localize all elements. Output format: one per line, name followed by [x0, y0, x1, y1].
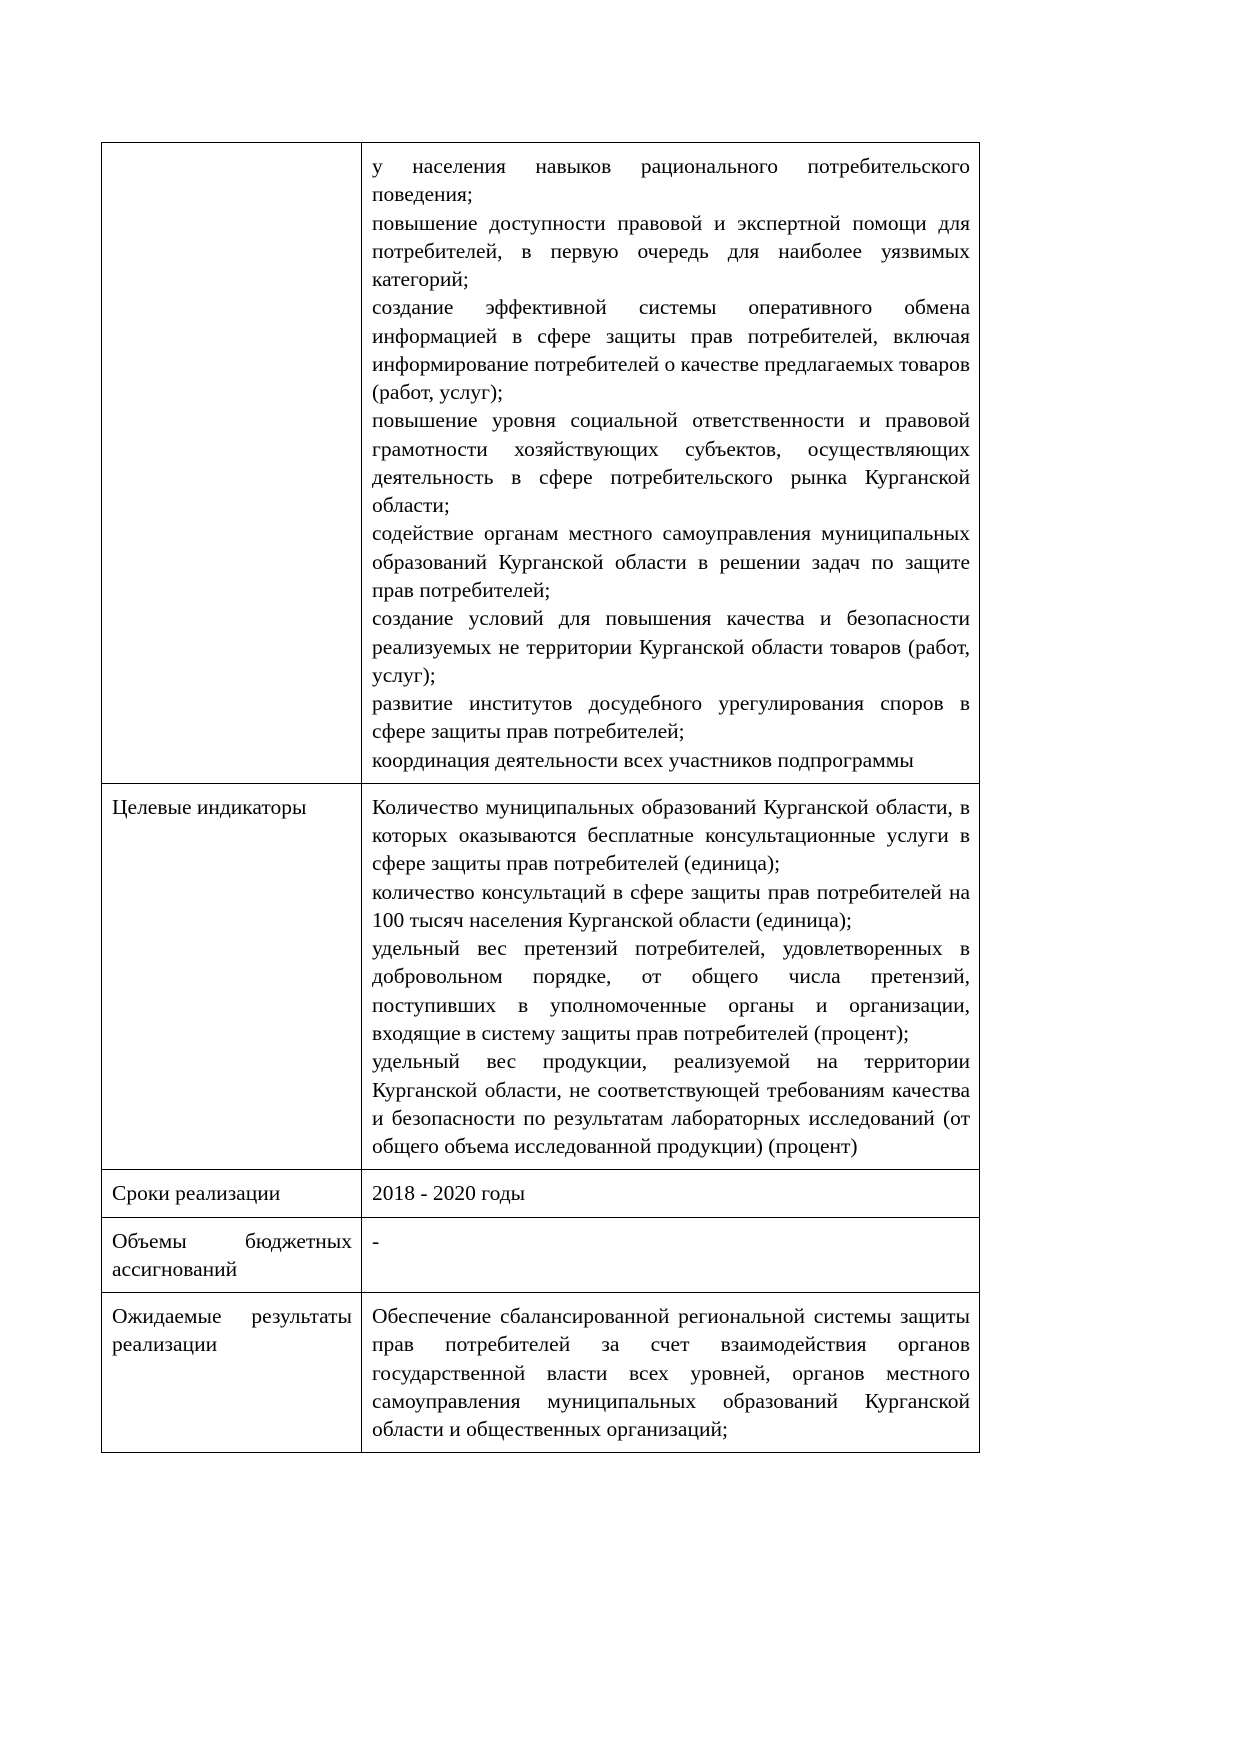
row-value-cell-target-indicators — [362, 783, 980, 1169]
value-paragraph: повышение доступности правовой и экспертной помощи для потребителей, в первую очередь для наиболее уязвимых категорий; — [372, 210, 970, 292]
value-paragraph: удельный вес продукции, реализуемой на территории Курганской области, не соответствующей требованиям качества и безопасности по результатам лабораторных исследований (от общего объема исследованной продукции) (процент) — [372, 1049, 970, 1159]
table-row — [102, 1170, 980, 1217]
table-row — [102, 1293, 980, 1453]
row-value-cell-expected-results — [362, 1293, 980, 1453]
table-row — [102, 143, 980, 784]
value-paragraph: повышение уровня социальной ответственности и правовой грамотности хозяйствующих субъектов, осуществляющих деятельность в сфере потребительского рынка Курганской области; — [372, 408, 970, 518]
value-paragraph: координация деятельности всех участников подпрограммы — [372, 747, 914, 772]
row-value-cell-budget-allocations — [362, 1217, 980, 1293]
row-label-cell-continuation — [102, 143, 362, 784]
row-label: Ожидаемые результаты реализации — [112, 1304, 352, 1357]
row-value-cell-implementation-period — [362, 1170, 980, 1217]
value-paragraph: количество консультаций в сфере защиты прав потребителей на 100 тысяч населения Курганской области (единица); — [372, 879, 970, 932]
value-paragraph: создание эффективной системы оперативного обмена информацией в сфере защиты прав потребителей, включая информирование потребителей о качестве предлагаемых товаров (работ, услуг); — [372, 295, 970, 405]
value-paragraph: удельный вес претензий потребителей, удовлетворенных в добровольном порядке, от общего числа претензий, поступивших в уполномоченные органы и организации, входящие в систему защиты прав потребителей (процент); — [372, 936, 970, 1045]
row-label-cell-target-indicators — [102, 783, 362, 1169]
row-label: Целевые индикаторы — [112, 794, 307, 819]
row-label-cell-budget-allocations — [102, 1217, 362, 1293]
value-paragraph: создание условий для повышения качества и безопасности реализуемых не территории Курганской области товаров (работ, услуг); — [372, 606, 970, 687]
value-paragraph: Обеспечение сбалансированной региональной системы защиты прав потребителей за счет взаимодействия органов государственной власти всех уровней, органов местного самоуправления муниципальных образований Курганской области и общественных организаций; — [372, 1304, 970, 1442]
table-row — [102, 783, 980, 1169]
row-label-cell-implementation-period — [102, 1170, 362, 1217]
value-paragraph: 2018 - 2020 годы — [372, 1181, 526, 1206]
program-passport-table — [101, 142, 980, 1453]
row-label: Сроки реализации — [112, 1181, 281, 1206]
value-paragraph: у населения навыков рационального потребительского поведения; — [372, 154, 970, 207]
value-paragraph: содействие органам местного самоуправления муниципальных образований Курганской области в решении задач по защите прав потребителей; — [372, 521, 970, 602]
table-body — [102, 143, 980, 1453]
value-paragraph: - — [372, 1228, 380, 1253]
table-row — [102, 1217, 980, 1293]
value-paragraph: Количество муниципальных образований Курганской области, в которых оказываются бесплатные консультационные услуги в сфере защиты прав потребителей (единица); — [372, 794, 970, 876]
row-label: Объемы бюджетных ассигнований — [112, 1228, 352, 1281]
row-label-cell-expected-results — [102, 1293, 362, 1453]
value-paragraph: развитие институтов досудебного урегулирования споров в сфере защиты прав потребителей; — [372, 691, 970, 744]
row-value-cell-continuation — [362, 143, 980, 784]
